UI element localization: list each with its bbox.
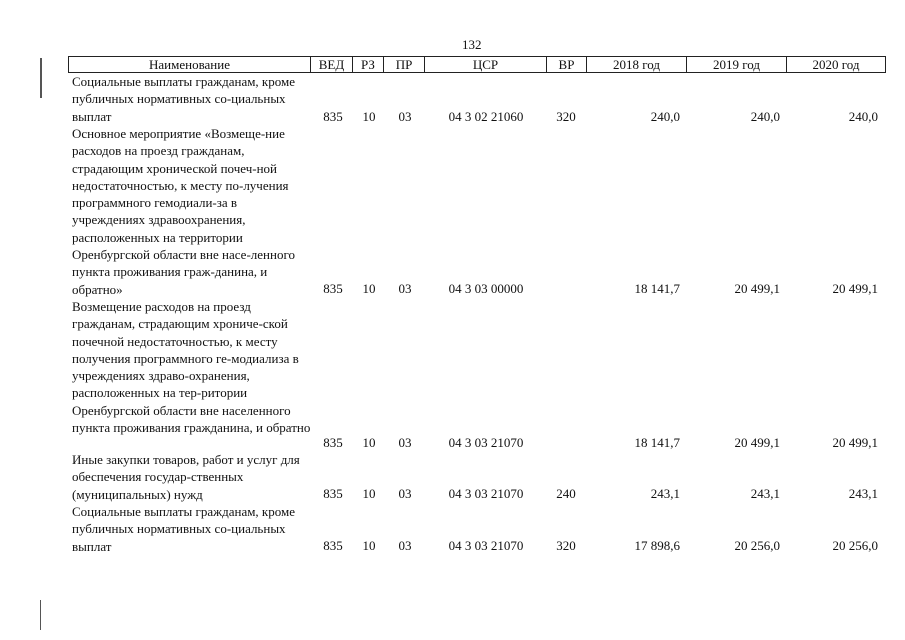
row-ved: 835 bbox=[323, 538, 343, 553]
row-2019: 20 499,1 bbox=[734, 281, 780, 296]
row-pr: 03 bbox=[398, 486, 412, 501]
row-2020: 20 256,0 bbox=[832, 538, 878, 553]
header-2018: 2018 год bbox=[586, 56, 686, 73]
header-pr: ПР bbox=[383, 56, 424, 73]
row-pr: 03 bbox=[398, 109, 412, 124]
scan-margin-mark bbox=[40, 58, 42, 98]
row-name: Социальные выплаты гражданам, кроме публичных нормативных со-циальных выплат bbox=[72, 504, 295, 554]
row-ved: 835 bbox=[323, 435, 343, 450]
row-2019: 240,0 bbox=[750, 109, 780, 124]
row-pr: 03 bbox=[398, 281, 412, 296]
row-2020: 240,0 bbox=[848, 109, 878, 124]
row-rz: 10 bbox=[362, 486, 376, 501]
row-vr: 320 bbox=[556, 538, 576, 553]
row-name: Основное мероприятие «Возмеще-ние расходов на проезд гражданам, страдающим хронической почеч-ной недостаточностью, к месту по-лучения программного гемодиали-за в учреждениях здравоохранения, расположенных на территории Оренбургской области вне насе-ленного пункта проживания граж-данина, и обратно» bbox=[72, 126, 295, 297]
header-name: Наименование bbox=[68, 56, 310, 73]
page-number: 132 bbox=[462, 37, 482, 52]
row-name: Возмещение расходов на проезд гражданам, страдающим хрониче-ской почечной недостаточностью, к месту получения программного ге-модиализа в учреждениях здраво-охранения, расположенных на тер-ритории Оренбургской области вне населенного пункта проживания гражданина, и обратно bbox=[72, 299, 311, 436]
row-2020: 20 499,1 bbox=[832, 281, 878, 296]
row-2020: 243,1 bbox=[848, 486, 878, 501]
row-2018: 18 141,7 bbox=[634, 281, 680, 296]
row-ved: 835 bbox=[323, 486, 343, 501]
row-2019: 20 256,0 bbox=[734, 538, 780, 553]
row-2018: 243,1 bbox=[650, 486, 680, 501]
row-ved: 835 bbox=[323, 109, 343, 124]
row-pr: 03 bbox=[398, 538, 412, 553]
header-rz: РЗ bbox=[352, 56, 383, 73]
row-rz: 10 bbox=[362, 435, 376, 450]
row-csr: 04 3 03 21070 bbox=[448, 538, 524, 553]
row-name: Иные закупки товаров, работ и услуг для обеспечения государ-ственных (муниципальных) нужд bbox=[72, 452, 300, 502]
row-rz: 10 bbox=[362, 538, 376, 553]
row-csr: 04 3 03 00000 bbox=[448, 281, 524, 296]
row-rz: 10 bbox=[362, 281, 376, 296]
header-csr: ЦСР bbox=[424, 56, 546, 73]
row-2019: 20 499,1 bbox=[734, 435, 780, 450]
row-2019: 243,1 bbox=[750, 486, 780, 501]
row-2018: 240,0 bbox=[650, 109, 680, 124]
row-2018: 17 898,6 bbox=[634, 538, 680, 553]
row-csr: 04 3 02 21060 bbox=[448, 109, 524, 124]
row-pr: 03 bbox=[398, 435, 412, 450]
row-rz: 10 bbox=[362, 109, 376, 124]
header-vr: ВР bbox=[546, 56, 586, 73]
row-csr: 04 3 03 21070 bbox=[448, 486, 524, 501]
row-vr: 320 bbox=[556, 109, 576, 124]
scan-margin-mark bbox=[40, 600, 41, 630]
row-2020: 20 499,1 bbox=[832, 435, 878, 450]
row-ved: 835 bbox=[323, 281, 343, 296]
row-2018: 18 141,7 bbox=[634, 435, 680, 450]
header-2019: 2019 год bbox=[686, 56, 786, 73]
row-name: Социальные выплаты гражданам, кроме публичных нормативных со-циальных выплат bbox=[72, 74, 295, 124]
header-ved: ВЕД bbox=[310, 56, 352, 73]
header-2020: 2020 год bbox=[786, 56, 886, 73]
row-vr: 240 bbox=[556, 486, 576, 501]
row-csr: 04 3 03 21070 bbox=[448, 435, 524, 450]
